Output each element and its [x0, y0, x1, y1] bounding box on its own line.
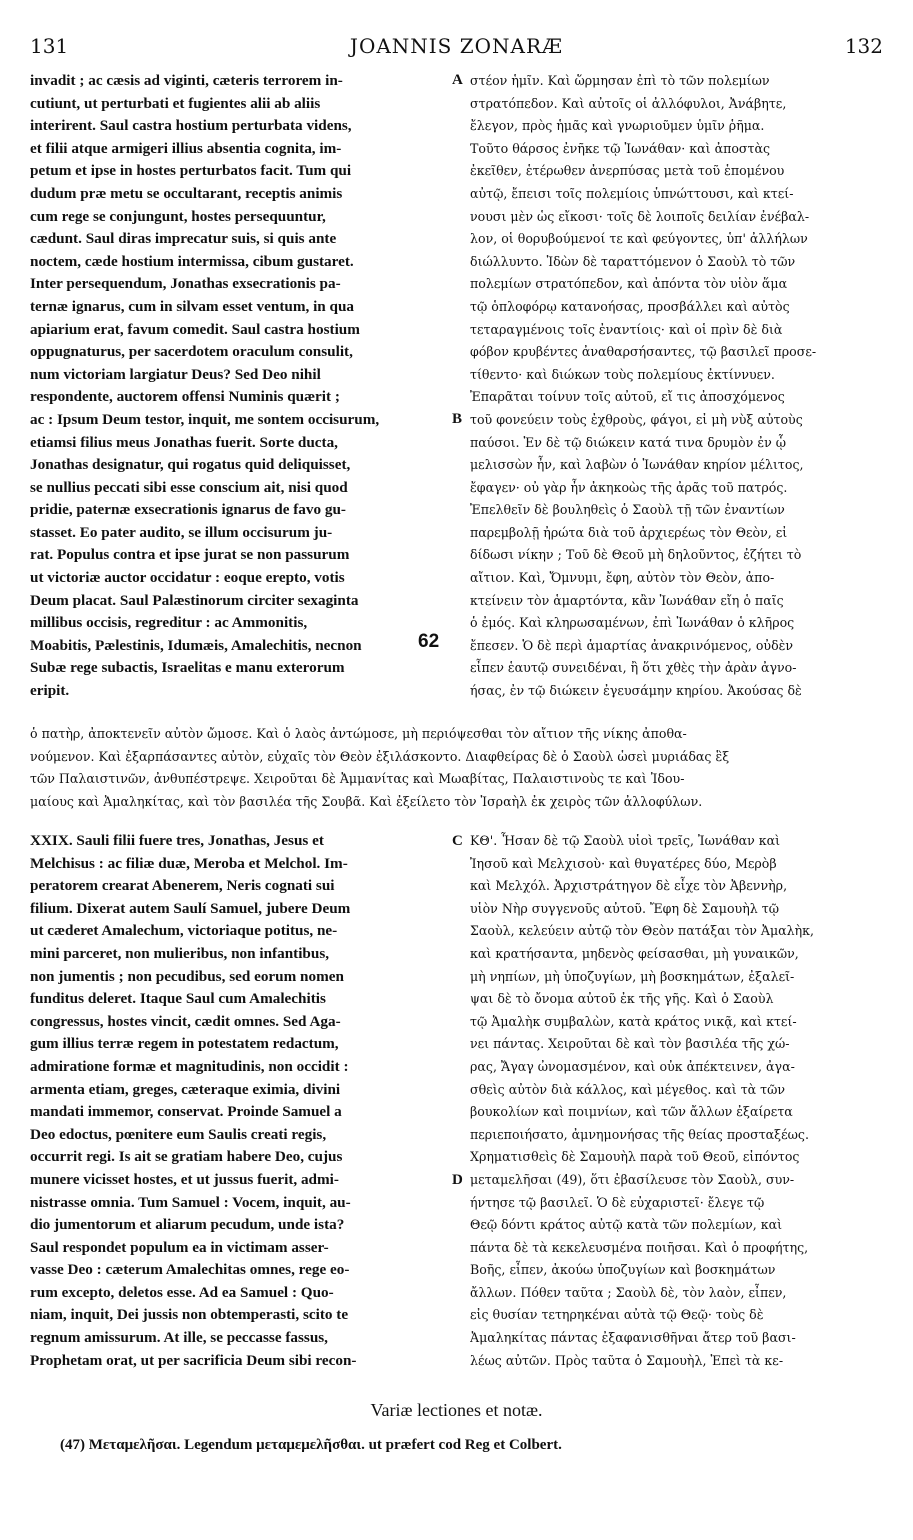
text-line: interirent. Saul castra hostium perturbata videns, — [30, 117, 352, 135]
text-line: armenta etiam, greges, cæteraque eximia, divini — [30, 1080, 341, 1098]
text-line: regnum amissurum. At ille, se peccasse fassus, — [30, 1329, 328, 1347]
text-line: καὶ κρατήσαντα, μηδενὸς φείσασθαι, μὴ γυναικῶν, — [470, 945, 799, 961]
text-line: παρεμβολῇ ἠρώτα διὰ τοῦ ἀρχιερέως τὸν Θεὸν, εἰ — [470, 524, 788, 540]
text-line: ut cæderet Amalechum, victoriaque potitus, ne- — [30, 922, 338, 940]
text-line: παύσοι. Ἐν δὲ τῷ διώκειν κατά τινα δρυμὸν ἐν ᾧ — [470, 434, 786, 450]
text-line: ρας, Ἄγαγ ὠνομασμένον, καὶ οὐκ ἀπέκτεινεν, ἀγα- — [470, 1058, 795, 1074]
text-line: congressus, hostes vincit, cædit omnes. Sed Aga- — [30, 1012, 341, 1030]
text-line: λον, οἱ θορυβούμενοί τε καὶ φεύγοντες, ὑπ' ἀλλήλων — [470, 231, 808, 247]
page-header — [30, 34, 883, 64]
text-line: se nullius peccati sibi esse conscium ait, nisi quod — [30, 478, 348, 496]
running-title: JOANNIS ZONARÆ — [349, 34, 564, 58]
text-line: εἰς θυσίαν τετηρηκέναι αὐτὰ τῷ Θεῷ· τοὺς δὲ — [470, 1307, 764, 1323]
text-line: πάντα δὲ τὰ κεκελευσμένα ποιῆσαι. Καὶ ὁ προφήτης, — [470, 1239, 809, 1255]
text-line: Saul respondet populum ea in victimam asser- — [30, 1238, 329, 1256]
text-line: νουσι μὲν ὡς εἴκοσι· τοῖς δὲ λοιποῖς δειλίαν ἐνέβαλ- — [470, 208, 810, 224]
text-line: apiarium erat, favum comedit. Saul castra hostium — [30, 320, 360, 338]
text-line: Σαοὺλ, κελεύειν αὐτῷ τὸν Θεὸν πατάξαι τὸν Ἀμαλὴκ, — [470, 923, 815, 939]
text-line: Deum placat. Saul Palæstinorum circiter sexaginta — [30, 591, 359, 609]
text-line: cædunt. Saul diras imprecatur suis, si quis ante — [30, 230, 337, 248]
text-line: σθεὶς αὐτὸν διὰ κάλλος, καὶ μέγεθος. καὶ τὰ τῶν — [470, 1081, 786, 1097]
text-line: Prophetam orat, ut per sacrificia Deum sibi recon- — [30, 1351, 357, 1369]
text-line: cutiunt, ut perturbati et fugientes alii ab aliis — [30, 94, 321, 112]
text-line: ὁ πατὴρ, ἀποκτενεῖν αὐτὸν ὤμοσε. Καὶ ὁ λαὸς ἀντώμοσε, μὴ περιόψεσθαι τὸν αἴτιον τῆς νίκης ἀποθα- — [30, 726, 687, 741]
text-line: num victoriam largiatur Deus? Sed Deo nihil — [30, 365, 321, 383]
text-line: στέον ἡμῖν. Καὶ ὥρμησαν ἐπὶ τὸ τῶν πολεμίων — [470, 73, 770, 88]
text-line: non jumentis ; non pecudibus, sed eorum nomen — [30, 967, 344, 985]
page-number-left: 131 — [30, 34, 69, 58]
text-line: niam, inquit, Dei jussis non obtemperasti, scito te — [30, 1306, 349, 1324]
text-line: stasset. Eo pater audito, se illum occisurum ju- — [30, 523, 333, 541]
latin-column-bottom — [30, 830, 446, 1372]
text-line: filium. Dixerat autem Saulí Samuel, jubere Deum — [30, 899, 351, 917]
text-line: διώλλυντο. Ἰδὼν δὲ ταραττόμενον ὁ Σαοὺλ τὸ τῶν — [470, 253, 796, 269]
text-line: Ἐπελθεῖν δὲ βουληθεὶς ὁ Σαοὺλ τῇ τῶν ἐναντίων — [470, 502, 785, 518]
text-line: λέως αὐτῶν. Πρὸς ταῦτα ὁ Σαμουὴλ, Ἐπεὶ τὰ κε- — [470, 1352, 784, 1368]
text-line: εἶπεν ἑαυτῷ συνειδέναι, ἢ ὅτι χθὲς τὴν ἀρὰν ἀγνο- — [470, 660, 797, 676]
text-line: Inter persequendum, Jonathas exsecrationis pa- — [30, 275, 341, 293]
greek-full-width-lines — [30, 723, 890, 813]
text-line: Deo edoctus, pœnitere eum Saulis creati regis, — [30, 1125, 327, 1143]
text-line: ΚΘ'. Ἦσαν δὲ τῷ Σαοὺλ υἱοὶ τρεῖς, Ἰωνάθαν καὶ — [470, 833, 781, 848]
text-line: μελισσὼν ἦν, καὶ λαβὼν ὁ Ἰωνάθαν κηρίον μέλιτος, — [470, 457, 804, 473]
text-line: στρατόπεδον. Καὶ αὐτοῖς οἱ ἀλλόφυλοι, Ἀνάβητε, — [470, 95, 787, 111]
text-line: rum excepto, deletos esse. Ad ea Samuel : Quo- — [30, 1283, 334, 1301]
text-line: noctem, cæde hostium intermissa, cibum gustaret. — [30, 252, 354, 270]
text-line: Melchisus : ac filiæ duæ, Meroba et Melchol. Im- — [30, 854, 348, 872]
text-line: cum rege se conjungunt, hostes persequuntur, — [30, 207, 326, 225]
footnote-47: (47) Μεταμελῆσαι. Legendum μεταμεμελῆσθαι. ut præfert cod Reg et Colbert. — [60, 1437, 562, 1453]
text-line: funditus deleret. Itaque Saul cum Amalechitis — [30, 990, 326, 1008]
text-line: eripit. — [30, 682, 70, 700]
text-line: dudum præ metu se occultarant, receptis animis — [30, 184, 343, 202]
text-line: ἔφαγεν· οὐ γὰρ ἦν ἀκηκοὼς τῆς ἀρᾶς τοῦ πατρός. — [470, 479, 788, 495]
text-line: admiratione formæ et magnitudinis, non occidit : — [30, 1057, 349, 1075]
greek-column-top — [470, 70, 886, 703]
text-line: nistrasse omnia. Tum Samuel : Vocem, inquit, au- — [30, 1193, 351, 1211]
text-line: vasse Deo : cæterum Amalechitas omnes, rege eo- — [30, 1261, 350, 1279]
text-line: petum et ipse in hostes perturbatos facit. Tum qui — [30, 162, 352, 180]
text-line: oppugnaturus, per sacerdotem oraculum consulit, — [30, 343, 353, 361]
text-line: ternæ ignarus, cum in silvam esset ventum, in qua — [30, 297, 355, 315]
text-line: τεταραγμένοις τοῖς ἐναντίοις· καὶ οἱ πρὶν δὲ διὰ — [470, 321, 783, 337]
text-line: peratorem crearat Abenerem, Neris cognati sui — [30, 877, 335, 895]
text-line: ἐκεῖθεν, ἑτέρωθεν ἀνερπύσας μετὰ τοῦ ἑπομένου — [470, 163, 785, 179]
text-line: αὐτῷ, ἔπεισι τοῖς πολεμίοις ὑπνώττουσι, καὶ κτεί- — [470, 185, 794, 201]
text-line: τοῦ φονεύειν τοὺς ἐχθροὺς, φάγοι, εἰ μὴ νὺξ αὐτοὺς — [470, 411, 803, 427]
margin-page-reference: 62 — [418, 631, 440, 652]
text-line: ut victoriæ auctor occidatur : eoque erepto, votis — [30, 569, 345, 587]
text-line: κτείνειν τὸν ἁμαρτόντα, κἂν Ἰωνάθαν εἴη ὁ παῖς — [470, 592, 784, 608]
text-line: Subæ rege subactis, Israelitas e manu exterorum — [30, 659, 345, 677]
margin-marker-d: D — [452, 1172, 463, 1188]
text-line: μεταμελῆσαι (49), ὅτι ἐβασίλευσε τὸν Σαοὺλ, συν- — [470, 1171, 795, 1187]
margin-marker-a: A — [452, 72, 463, 88]
text-line: δίδωσι νίκην ; Τοῦ δὲ Θεοῦ μὴ δηλοῦντος, ἐζήτει τὸ — [470, 547, 802, 563]
text-line: υἱὸν Νὴρ συγγενοῦς αὐτοῦ. Ἔφη δὲ Σαμουὴλ τῷ — [470, 900, 779, 916]
text-line: ψαι δὲ τὸ ὄνομα αὐτοῦ ἐκ τῆς γῆς. Καὶ ὁ Σαοὺλ — [470, 991, 774, 1007]
text-line: et filii atque armigeri illius absentia cognita, im- — [30, 139, 342, 157]
text-line: dio jumentorum et aliarum pecudum, unde ista? — [30, 1216, 345, 1234]
text-line: etiamsi filius meus Jonathas fuerit. Sorte ducta, — [30, 433, 338, 451]
text-line: Χρηματισθεὶς δὲ Σαμουὴλ παρὰ τοῦ Θεοῦ, εἰπόντος — [470, 1149, 800, 1165]
text-line: millibus occisis, regreditur : ac Ammonitis, — [30, 614, 308, 632]
text-line: ήντησε τῷ βασιλεῖ. Ὁ δὲ εὐχαριστεῖ· ἔλεγε τῷ — [470, 1194, 765, 1210]
text-line: νει πάντας. Χειροῦται δὲ καὶ τὸν βασιλέα τῆς χώ- — [470, 1036, 790, 1052]
text-line: μὴ νηπίων, μὴ ὑποζυγίων, μὴ βοσκημάτων, ἐξαλεῖ- — [470, 968, 795, 984]
text-line: ήσας, ἐν τῷ διώκειν ἐγευσάμην κηρίου. Ἀκούσας δὲ — [470, 683, 802, 699]
text-line: Θεῷ δόντι κράτος αὐτῷ κατὰ τῶν πολεμίων, καὶ — [470, 1217, 783, 1233]
text-line: βουκολίων καὶ ποιμνίων, καὶ τῶν ἄλλων ἐξαίρετα — [470, 1104, 793, 1120]
greek-column-bottom — [470, 830, 886, 1372]
text-line: τῶν Παλαιστινῶν, ἀνθυπέστρεψε. Χειροῦται δὲ Ἀμμανίτας καὶ Μωαβίτας, Παλαιστινοὺς τε καὶ Ἰδου- — [30, 771, 685, 787]
text-line: τῷ ὁπλοφόρῳ κατανοήσας, προσβάλλει καὶ αὐτὸς — [470, 298, 790, 314]
text-line: περιεποιήσατο, ἀμνημονήσας τῆς θείας προσταξέως. — [470, 1126, 809, 1142]
text-line: occurrit regi. Is ait se gratiam habere Deo, cujus — [30, 1148, 343, 1166]
text-line: invadit ; ac cæsis ad viginti, cæteris terrorem in- — [30, 72, 343, 89]
text-line: Τοῦτο θάρσος ἐνῆκε τῷ Ἰωνάθαν· καὶ ἀποστὰς — [470, 140, 771, 156]
text-line: Ἐπαρᾶται τοίνυν τοῖς αὐτοῦ, εἴ τις ἀποσχόμενος — [470, 389, 785, 405]
text-line: pridie, paternæ exsecrationis ignarus de favo gu- — [30, 501, 346, 519]
text-line: gum illius terræ regem in potestatem redactum, — [30, 1035, 339, 1053]
page-number-right: 132 — [844, 34, 883, 58]
text-line: mini parceret, non mulieribus, non infantibus, — [30, 944, 330, 962]
text-line: ac : Ipsum Deum testor, inquit, me sontem occisurum, — [30, 410, 380, 428]
text-line: Moabitis, Pælestinis, Idumæis, Amalechitis, necnon — [30, 636, 362, 654]
text-line: πολεμίων στρατόπεδον, καὶ ἀπόντα τὸν υἱὸν ἅμα — [470, 276, 788, 292]
text-line: Ἀμαληκίτας πάντας ἐξαφανισθῆναι ἄτερ τοῦ βασι- — [470, 1330, 796, 1346]
text-line: Ἰησοῦ καὶ Μελχισοὺ· καὶ θυγατέρες δύο, Μερὸβ — [470, 855, 777, 871]
text-line: XXIX. Sauli filii fuere tres, Jonathas, Jesus et — [30, 832, 324, 849]
text-line: ὁ ἐμός. Καὶ κληρωσαμένων, ἐπὶ Ἰωνάθαν ὁ κλῆρος — [470, 615, 795, 631]
text-line: ἄλλων. Πόθεν ταῦτα ; Σαοὺλ δὲ, τὸν λαὸν, εἶπεν, — [470, 1284, 787, 1300]
notes-heading: Variæ lectiones et notæ. — [370, 1400, 543, 1420]
text-line: respondente, auctorem offensi Numinis quærit ; — [30, 388, 340, 406]
text-line: ἔλεγον, πρὸς ἡμᾶς καὶ γνωριοῦμεν ὑμῖν ῥῆμα. — [470, 118, 765, 134]
text-line: καὶ Μελχόλ. Ἀρχιστράτηγον δὲ εἶχε τὸν Ἀβεννὴρ, — [470, 878, 788, 894]
text-line: νούμενον. Καὶ ἐξαρπάσαντες αὐτὸν, εὐχαῖς τὸν Θεὸν ἐξιλάσκοντο. Διαφθείρας δὲ ὁ Σαοὺλ ὡσεὶ μυριάδας ἓξ — [30, 748, 730, 764]
text-line: μαίους καὶ Ἀμαληκίτας, καὶ τὸν βασιλέα τῆς Σουβᾶ. Καὶ ἐξείλετο τὸν Ἰσραὴλ ἐκ χειρὸς τῶν ἀλλοφύλων. — [30, 793, 703, 809]
text-line: munere vicisset hostes, et ut jussus fuerit, admi- — [30, 1170, 339, 1188]
text-line: αἴτιον. Καὶ, Ὄμνυμι, ἔφη, αὐτὸν τὸν Θεὸν, ἀπο- — [470, 570, 775, 586]
margin-marker-b: B — [452, 411, 463, 427]
text-line: Βοῆς, εἶπεν, ἀκούω ὑποζυγίων καὶ βοσκημάτων — [470, 1262, 776, 1278]
text-line: Jonathas designatur, qui rogatus quid deliquisset, — [30, 456, 351, 474]
text-line: τῷ Ἀμαλὴκ συμβαλὼν, κατὰ κράτος νικᾷ, καὶ κτεί- — [470, 1013, 797, 1029]
text-line: mandati immemor, conservat. Proinde Samuel a — [30, 1103, 342, 1121]
text-line: φόβον κρυβέντες ἀναθαρσήσαντες, τῷ βασιλεῖ προσε- — [470, 344, 817, 360]
margin-marker-c: C — [452, 833, 463, 849]
text-line: rat. Populus contra et ipse jurat se non passurum — [30, 546, 350, 564]
latin-column-top — [30, 70, 446, 703]
text-line: ἔπεσεν. Ὁ δὲ περὶ ἁμαρτίας ἀνακρινόμενος, οὐδὲν — [470, 637, 794, 653]
text-line: τίθεντο· καὶ διώκων τοὺς πολεμίους ἐκτίννυεν. — [470, 366, 775, 382]
